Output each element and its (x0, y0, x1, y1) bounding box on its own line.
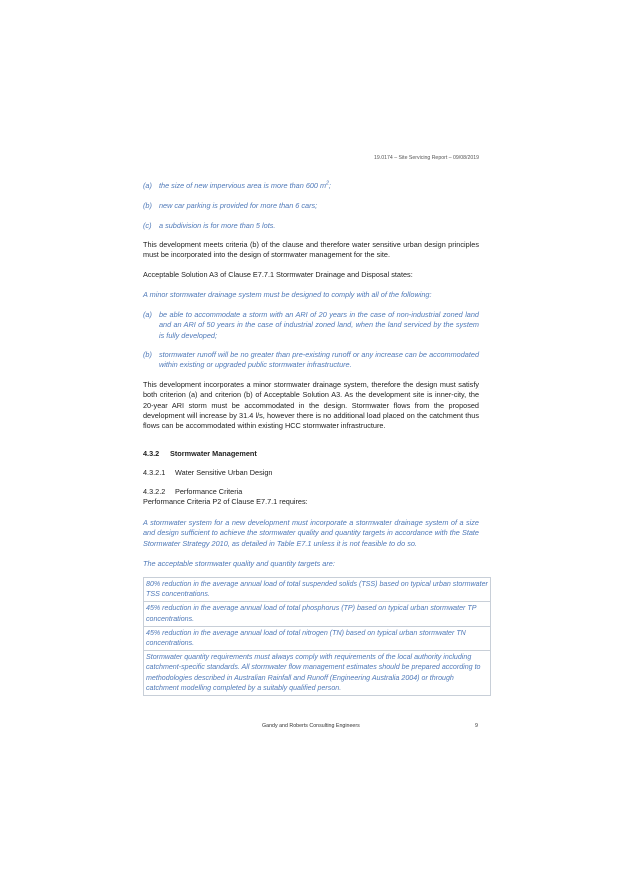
list-marker: (a) (143, 310, 152, 319)
table-row (144, 626, 491, 650)
paragraph: Performance Criteria P2 of Clause E7.7.1 requires: (143, 497, 308, 506)
table-cell: 45% reduction in the average annual load of total nitrogen (TN) based on typical urban stormwater TN concentrations. (144, 626, 491, 650)
quote-paragraph: A minor stormwater drainage system must be designed to comply with all of the following: (143, 290, 432, 299)
section-heading (143, 449, 257, 458)
targets-table (143, 577, 491, 696)
quote-paragraph: A stormwater system for a new development must incorporate a stormwater drainage system of a size and design sufficient to achieve the stormwater quality and quantity targets in accordance with the State Stormwater Strategy 2010, as detailed in Table E7.1 unless it is not feasible to do so. (143, 518, 479, 548)
paragraph: This development incorporates a minor stormwater drainage system, therefore the design must satisfy both criterion (a) and criterion (b) of Acceptable Solution A3. As the development site is inner-city, the 20-year ARI storm must be accommodated in the design. Stormwater flows from the proposed development will increase by 31.4 l/s, however there is no additional load placed on the catchment thus flows can be accommodated within existing HCC stormwater infrastructure. (143, 380, 479, 431)
table-cell: 80% reduction in the average annual load of total suspended solids (TSS) based on typical urban stormwater TSS concentrations. (144, 578, 491, 602)
list-marker: (b) (143, 201, 152, 210)
table-row (144, 602, 491, 626)
list-marker: (c) (143, 221, 152, 230)
subsection-heading (143, 468, 272, 477)
list-text: stormwater runoff will be no greater than pre-existing runoff or any increase can be accommodated within existing or upgraded public stormwater infrastructure. (159, 350, 479, 370)
table-cell: 45% reduction in the average annual load of total phosphorus (TP) based on typical urban stormwater TP concentrations. (144, 602, 491, 626)
list-text: a subdivision is for more than 5 lots. (159, 221, 276, 230)
table-cell: Stormwater quantity requirements must always comply with requirements of the local authority including catchment-specific standards. All stormwater flow management estimates should be prepared according to methodologies described in Australian Rainfall and Runoff (Engineering Australia 2004) or through catchment modelling completed by a suitably qualified person. (144, 651, 491, 696)
list-text: be able to accommodate a storm with an ARI of 20 years in the case of non-industrial zoned land and an ARI of 50 years in the case of industrial zoned land, when the land serviced by the system is fully developed; (159, 310, 479, 340)
list-marker: (b) (143, 350, 152, 359)
quote-paragraph: The acceptable stormwater quality and quantity targets are: (143, 559, 335, 568)
subsection-title: Water Sensitive Urban Design (175, 468, 273, 477)
list-item (143, 221, 479, 231)
subsection-number: 4.3.2.1 (143, 468, 166, 477)
list-item (143, 181, 479, 191)
list-item (143, 310, 479, 341)
subsection-title: Performance Criteria (175, 487, 243, 496)
table-row (144, 651, 491, 696)
section-number: 4.3.2 (143, 449, 160, 458)
list-marker: (a) (143, 181, 152, 190)
list-item (143, 350, 479, 371)
list-item (143, 201, 479, 211)
section-title: Stormwater Management (170, 449, 257, 458)
page-number: 9 (475, 723, 478, 729)
list-text: the size of new impervious area is more than 600 $m^2$; (159, 180, 331, 190)
list-text: new car parking is provided for more than 6 cars; (159, 201, 318, 210)
subsection-heading (143, 487, 242, 496)
table-row (144, 578, 491, 602)
page-footer: Gandy and Roberts Consulting Engineers (262, 723, 360, 729)
paragraph: Acceptable Solution A3 of Clause E7.7.1 Stormwater Drainage and Disposal states: (143, 270, 413, 279)
paragraph: This development meets criteria (b) of the clause and therefore water sensitive urban design principles must be incorporated into the design of stormwater management for the site. (143, 240, 479, 260)
subsection-number: 4.3.2.2 (143, 487, 166, 496)
page-header: 19.0174 – Site Servicing Report – 09/08/2019 (374, 155, 479, 161)
